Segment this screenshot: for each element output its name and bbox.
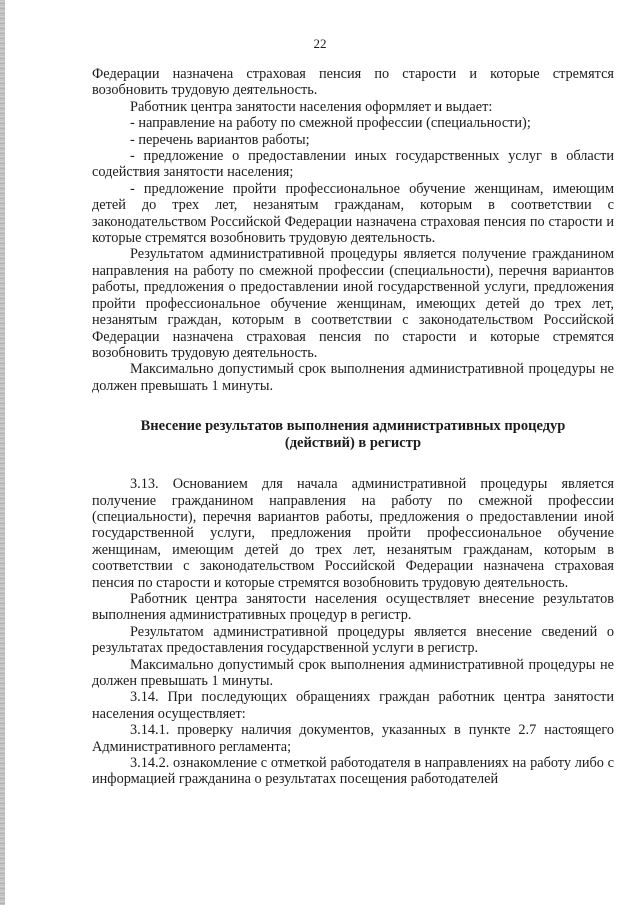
- paragraph: Результатом административной процедуры является внесение сведений о результатах предоставления государственной услуги в регистр.: [92, 623, 614, 657]
- paragraph: - предложение пройти профессиональное обучение женщинам, имеющим детей до трех лет, незанятым гражданам, которым в соответствии с законодательством Российской Федерации назначена страховая пенсия по старости и которые стремятся возобновить трудовую деятельность.: [92, 180, 614, 247]
- section-heading-line-1: Внесение результатов выполнения административных процедур: [140, 418, 566, 435]
- paragraph: Работник центра занятости населения осуществляет внесение результатов выполнения административных процедур в регистр.: [92, 590, 614, 624]
- paragraph: 3.14. При последующих обращениях граждан работник центра занятости населения осуществляет:: [92, 689, 614, 722]
- paragraph: Работник центра занятости населения оформляет и выдает:: [130, 98, 493, 115]
- top-section: [92, 66, 614, 394]
- document-body: [92, 66, 614, 788]
- paragraph: 3.14.2. ознакомление с отметкой работодателя в направлениях на работу либо с информацией гражданина о результатах посещения работодателей: [92, 755, 614, 788]
- paragraph: Максимально допустимый срок выполнения административной процедуры не должен превышать 1 минуты.: [92, 361, 614, 394]
- paragraph: Федерации назначена страховая пенсия по старости и которые стремятся возобновить трудовую деятельность.: [92, 66, 614, 99]
- paragraph: 3.14.1. проверку наличия документов, указанных в пункте 2.7 настоящего Административного регламента;: [92, 722, 614, 755]
- paragraph: - перечень вариантов работы;: [130, 131, 310, 148]
- paragraph: Максимально допустимый срок выполнения административной процедуры не должен превышать 1 минуты.: [92, 656, 614, 689]
- page-number: 22: [313, 36, 327, 51]
- paragraph: 3.13. Основанием для начала административной процедуры является получение гражданином направления на работу по смежной профессии (специальности), перечня вариантов работы, предложения о предоставлении иной государственной услуги, предложения пройти профессиональное обучение женщинам, имеющим детей до трех лет, незанятым гражданам, которым в соответствии с законодательством Российской Федерации назначена страховая пенсия по старости и которые стремятся возобновить трудовую деятельность.: [92, 476, 614, 591]
- paragraph: - предложение о предоставлении иных государственных услуг в области содействия занятости населения;: [92, 148, 614, 181]
- bottom-section: [92, 476, 614, 788]
- section-heading: [92, 418, 614, 452]
- section-heading-line-2: (действий) в регистр: [284, 435, 422, 452]
- paragraph: - направление на работу по смежной профессии (специальности);: [130, 115, 531, 132]
- paragraph: Результатом административной процедуры является получение гражданином направления на работу по смежной профессии (специальности), перечня вариантов работы, предложения о предоставлении иной государственной услуги, предложения пройти профессиональное обучение женщинам, имеющих детей до трех лет, незанятым граждан, которым в соответствии с законодательством Российской Федерации назначена страховая пенсия по старости и которые стремятся возобновить трудовую деятельность.: [92, 246, 614, 361]
- scan-edge: [0, 0, 5, 905]
